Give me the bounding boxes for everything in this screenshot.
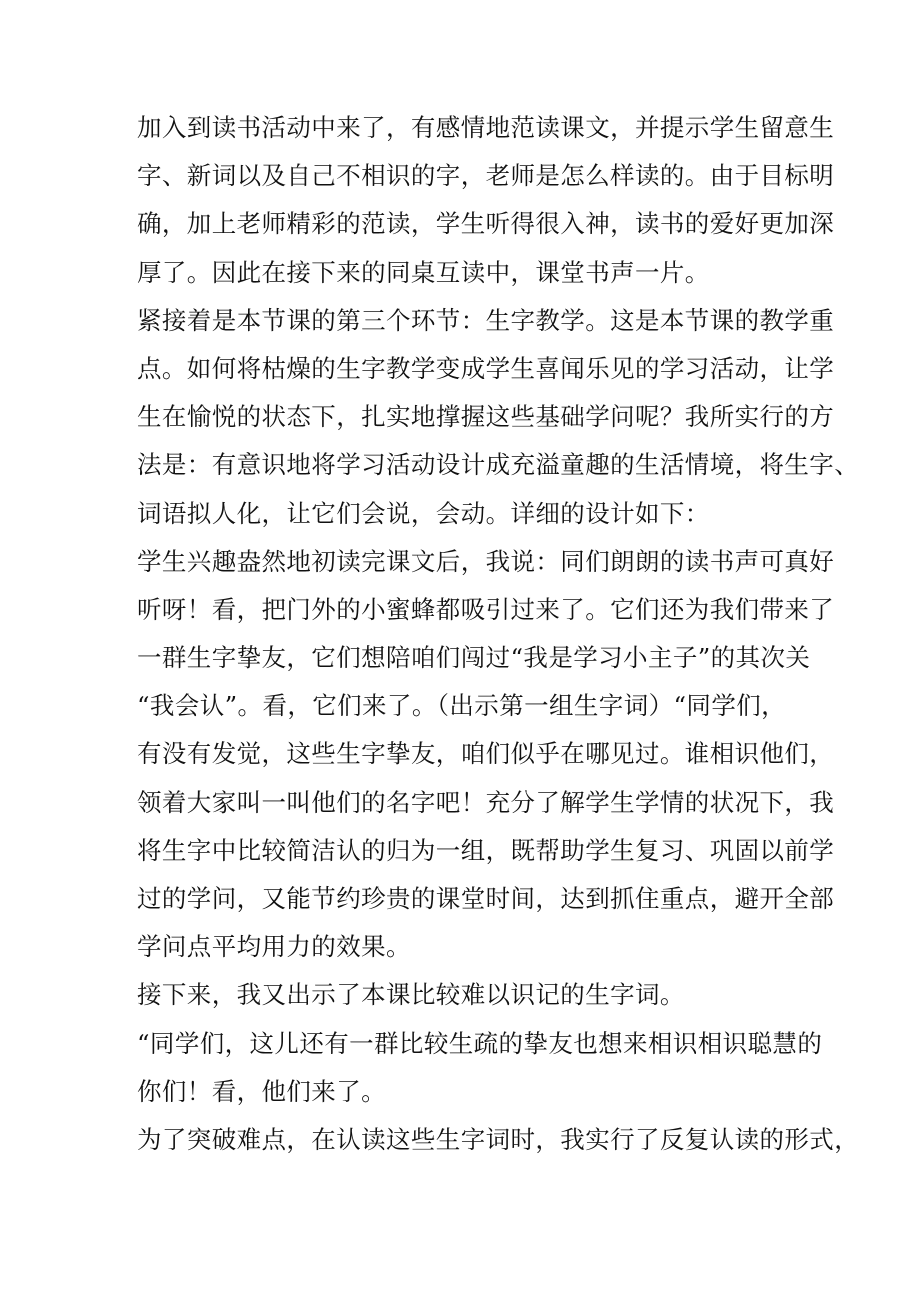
text-line: 学问点平均用力的效果。 <box>137 932 411 962</box>
text-line: “我会认”。看，它们来了。（出示第一组生字词）“同学们， <box>137 691 787 721</box>
text-line: 为了突破难点，在认读这些生字词时，我实行了反复认读的形式， <box>137 1124 860 1154</box>
text-line: 学生兴趣盎然地初读完课文后，我说：同们朗朗的读书声可真好 <box>137 546 835 576</box>
text-line: 过的学问，又能节约珍贵的课堂时间，达到抓住重点，避开全部 <box>137 884 835 913</box>
text-line: 有没有发觉，这些生字挚友，咱们似乎在哪见过。谁相识他们， <box>137 739 835 769</box>
text-line: 紧接着是本节课的第三个环节：生字教学。这是本节课的教学重 <box>137 305 835 335</box>
text-line: 加入到读书活动中来了，有感情地范读课文，并提示学生留意生 <box>137 113 835 142</box>
text-line: 生在愉悦的状态下，扎实地撑握这些基础学问呢？我所实行的方 <box>137 402 835 432</box>
text-line: 你们！看，他们来了。 <box>137 1076 386 1106</box>
text-line: 点。如何将枯燥的生字教学变成学生喜闻乐见的学习活动，让学 <box>137 353 835 383</box>
text-line: 将生字中比较简洁认的归为一组，既帮助学生复习、巩固以前学 <box>137 835 835 865</box>
text-line: 听呀！看，把门外的小蜜蜂都吸引过来了。它们还为我们带来了 <box>137 594 835 624</box>
text-line: 领着大家叫一叫他们的名字吧！充分了解学生学情的状况下，我 <box>137 787 835 817</box>
text-line: 确，加上老师精彩的范读，学生听得很入神，读书的爱好更加深 <box>137 209 835 239</box>
text-line: 词语拟人化，让它们会说，会动。详细的设计如下： <box>137 498 710 528</box>
body-text <box>137 104 860 1164</box>
text-line: “同学们，这儿还有一群比较生疏的挚友也想来相识相识聪慧的 <box>137 1028 823 1058</box>
text-line: 厚了。因此在接下来的同桌互读中，课堂书声一片。 <box>137 257 710 287</box>
text-line: 字、新词以及自己不相识的字，老师是怎么样读的。由于目标明 <box>137 161 835 191</box>
text-line: 法是：有意识地将学习活动设计成充溢童趣的生活情境，将生字、 <box>137 450 860 480</box>
text-line: 一群生字挚友，它们想陪咱们闯过“我是学习小主子”的其次关 <box>137 643 811 673</box>
text-line: 接下来，我又出示了本课比较难以识记的生字词。 <box>137 980 685 1010</box>
